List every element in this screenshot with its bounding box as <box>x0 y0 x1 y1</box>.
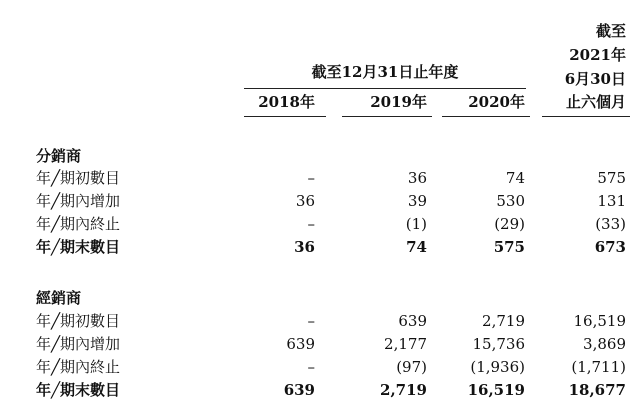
header-last-col-line3: 6月30日 <box>564 70 626 88</box>
cell: 15,736 <box>472 335 525 353</box>
cell-total: 36 <box>294 238 315 256</box>
row-label: 年╱期初數目 <box>36 169 121 187</box>
header-last-col-line1: 截至 <box>595 22 626 40</box>
cell: (29) <box>494 215 525 233</box>
header-col-rule-4 <box>542 116 630 117</box>
cell-total: 639 <box>283 381 315 399</box>
cell: (1,711) <box>571 358 626 376</box>
section-title-resellers: 經銷商 <box>36 289 82 307</box>
row-label: 年╱期內終止 <box>36 215 121 233</box>
header-year-2018: 2018年 <box>258 93 315 111</box>
cell-total: 673 <box>594 238 626 256</box>
cell: – <box>307 312 315 330</box>
cell: 2,719 <box>482 312 525 330</box>
header-year-2019: 2019年 <box>370 93 427 111</box>
header-group-label: 截至12月31日止年度 <box>311 63 459 81</box>
cell-total: 575 <box>493 238 525 256</box>
cell: 74 <box>505 169 525 187</box>
cell: 575 <box>597 169 626 187</box>
cell: 639 <box>286 335 315 353</box>
cell: – <box>307 358 315 376</box>
cell: 36 <box>407 169 427 187</box>
cell: 39 <box>407 192 427 210</box>
header-six-months: 止六個月 <box>565 93 626 111</box>
cell: (97) <box>396 358 427 376</box>
cell-total: 18,677 <box>568 381 626 399</box>
cell: 639 <box>398 312 427 330</box>
header-col-rule-1 <box>244 116 326 117</box>
header-group-rule <box>244 88 526 89</box>
row-label: 年╱期內終止 <box>36 358 121 376</box>
row-label: 年╱期內增加 <box>36 335 121 353</box>
header-last-col-line2: 2021年 <box>569 46 626 64</box>
cell: – <box>307 215 315 233</box>
cell: 530 <box>496 192 525 210</box>
header-col-rule-2 <box>342 116 432 117</box>
cell: 36 <box>295 192 315 210</box>
cell: (1,936) <box>470 358 525 376</box>
row-label: 年╱期初數目 <box>36 312 121 330</box>
cell: (33) <box>595 215 626 233</box>
cell: (1) <box>405 215 427 233</box>
row-label-total: 年╱期末數目 <box>36 381 121 399</box>
cell-total: 2,719 <box>380 381 427 399</box>
cell: 2,177 <box>384 335 427 353</box>
cell: 3,869 <box>583 335 626 353</box>
section-title-distributors: 分銷商 <box>36 147 82 165</box>
cell: 16,519 <box>573 312 626 330</box>
row-label-total: 年╱期末數目 <box>36 238 121 256</box>
cell: – <box>307 169 315 187</box>
row-label: 年╱期內增加 <box>36 192 121 210</box>
cell-total: 74 <box>406 238 427 256</box>
header-year-2020: 2020年 <box>468 93 525 111</box>
cell-total: 16,519 <box>467 381 525 399</box>
header-col-rule-3 <box>442 116 530 117</box>
cell: 131 <box>597 192 626 210</box>
